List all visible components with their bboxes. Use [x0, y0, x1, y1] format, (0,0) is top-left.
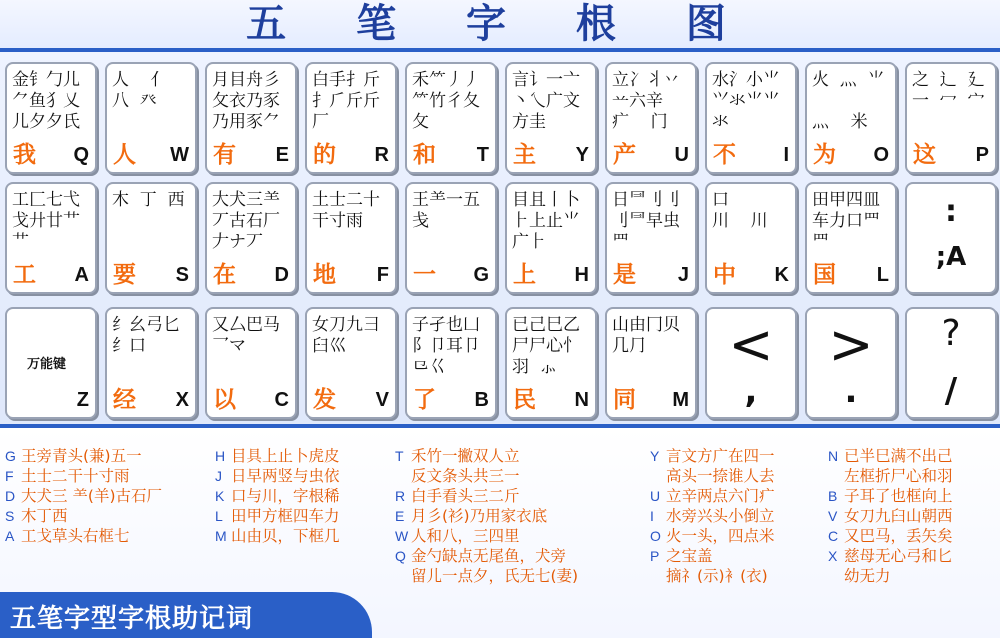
- key-high-frequency-char: 中: [713, 262, 736, 288]
- mnemonic-text: 金勺缺点无尾鱼，犬旁: [411, 547, 567, 565]
- mnemonic-key: G: [5, 448, 16, 464]
- key-radicals: 大犬三⺷ 丆古石厂 𠂇ナ丆: [212, 190, 280, 252]
- key-0-1[interactable]: [105, 62, 197, 174]
- mnemonic-line: [215, 526, 340, 546]
- mnemonic-line: [5, 526, 162, 546]
- key-high-frequency-char: 这: [913, 142, 936, 168]
- mnemonic-text: 左框折尸心和羽: [844, 467, 953, 485]
- key-1-7[interactable]: [705, 182, 797, 294]
- mnemonic-key: M: [215, 528, 227, 544]
- mnemonic-line: [828, 506, 953, 526]
- key-radicals: 山由冂贝 几⺆: [612, 315, 680, 356]
- key-letter: V: [375, 389, 389, 411]
- semicolon-top: :: [945, 194, 957, 229]
- mnemonic-line: [5, 446, 162, 466]
- mnemonic-key: W: [395, 528, 409, 544]
- mnemonic-key: N: [828, 448, 839, 464]
- key-high-frequency-char: 了: [413, 387, 436, 413]
- mnemonic-text: 子耳了也框向上: [844, 487, 953, 505]
- key-letter: U: [674, 144, 689, 166]
- mnemonic-line: [828, 566, 953, 586]
- mnemonic-line: [650, 486, 775, 506]
- slash-symbol: /: [944, 371, 958, 411]
- mnemonic-column: [5, 446, 162, 546]
- mnemonic-column: [215, 446, 340, 546]
- mnemonic-key: B: [828, 488, 838, 504]
- key-letter: C: [274, 389, 289, 411]
- key-radicals: 木 丁 西: [112, 190, 185, 210]
- key-1-4[interactable]: [405, 182, 497, 294]
- mnemonic-text: 白手看头三二斤: [411, 487, 520, 505]
- mnemonic-text: 水旁兴头小倒立: [666, 507, 775, 525]
- key-2-2[interactable]: [205, 307, 297, 419]
- mnemonic-text: 禾竹一撇双人立: [411, 447, 520, 465]
- period-shift-symbol: >: [828, 313, 874, 376]
- key-letter: N: [574, 389, 589, 411]
- key-high-frequency-char: 地: [313, 262, 336, 288]
- mnemonic-line: [828, 546, 953, 566]
- slash-shift-symbol: ?: [941, 313, 961, 354]
- key-radicals: 之 辶 廴 一 冖 宀: [912, 70, 985, 111]
- key-radicals: 白手⺘斤 扌⺁斤斤 厂: [312, 70, 380, 132]
- mnemonic-text: 摘礻(示)衤(衣): [666, 567, 768, 585]
- key-high-frequency-char: 同: [613, 387, 636, 413]
- mnemonic-key: V: [828, 508, 838, 524]
- mnemonic-line: [828, 486, 953, 506]
- key-0-8[interactable]: [805, 62, 897, 174]
- key-0-4[interactable]: [405, 62, 497, 174]
- key-letter: G: [473, 264, 489, 286]
- key-high-frequency-char: 产: [613, 142, 636, 168]
- key-0-5[interactable]: [505, 62, 597, 174]
- key-letter: T: [476, 144, 489, 166]
- mnemonic-text: 言文方广在四一: [666, 447, 775, 465]
- key-high-frequency-char: 国: [813, 262, 836, 288]
- mnemonic-text: 工戈草头右框七: [21, 527, 130, 545]
- mnemonic-text: 之宝盖: [666, 547, 713, 565]
- mnemonic-line: [395, 566, 578, 586]
- key-radicals: 工匚七弋 戈廾廿艹 艹: [12, 190, 80, 252]
- key-radicals: 又厶巴马 ⺂マ: [212, 315, 280, 356]
- mnemonic-line: [650, 506, 775, 526]
- mnemonic-line: [215, 446, 340, 466]
- key-radicals: 口 川 川: [712, 190, 768, 231]
- mnemonic-text: 火一头，四点米: [666, 527, 775, 545]
- semicolon-bottom: ;A: [935, 242, 967, 272]
- key-high-frequency-char: 在: [213, 262, 236, 288]
- mnemonic-line: [395, 466, 578, 486]
- key-radicals: 金钅勹儿 ⺈鱼犭乂 儿夕夕氏: [12, 70, 80, 132]
- mnemonic-line: [395, 506, 578, 526]
- mnemonic-line: [215, 466, 340, 486]
- mnemonic-text: 土士二干十寸雨: [21, 467, 130, 485]
- mnemonic-key: S: [5, 508, 15, 524]
- mnemonic-text: 月彡(衫)乃用家衣底: [411, 507, 548, 525]
- key-letter: H: [574, 264, 589, 286]
- mnemonic-line: [395, 446, 578, 466]
- key-letter: X: [175, 389, 189, 411]
- key-high-frequency-char: 有: [213, 142, 236, 168]
- period-symbol: .: [844, 371, 858, 411]
- key-high-frequency-char: 人: [113, 142, 136, 168]
- mnemonic-column: [395, 446, 578, 586]
- key-letter: M: [672, 389, 689, 411]
- key-letter: I: [783, 144, 789, 166]
- key-letter: J: [677, 264, 689, 286]
- key-letter: P: [975, 144, 989, 166]
- mnemonic-key: T: [395, 448, 404, 464]
- key-2-1[interactable]: [105, 307, 197, 419]
- mnemonic-key: Y: [650, 448, 660, 464]
- mnemonic-line: [650, 566, 775, 586]
- mnemonic-line: [828, 446, 953, 466]
- comma-shift-symbol: <: [728, 313, 774, 376]
- mnemonic-line: [650, 526, 775, 546]
- mnemonic-text: 人和八，三四里: [411, 527, 520, 545]
- key-radicals: 王⺷一五 戋: [412, 190, 480, 231]
- key-radicals: 水氵小⺌ ⺍氺⺌⺌ 氺: [712, 70, 780, 132]
- mnemonic-key: J: [215, 468, 222, 484]
- key-letter: R: [374, 144, 389, 166]
- key-radicals: 纟幺弓匕 纟口: [112, 315, 180, 356]
- mnemonic-text: 立辛两点六门疒: [666, 487, 775, 505]
- key-high-frequency-char: 以: [213, 387, 236, 413]
- mnemonic-text: 王旁青头(兼)五一: [21, 447, 142, 465]
- key-radicals: 女刀九彐 臼巛: [312, 315, 380, 356]
- mnemonic-key: L: [215, 508, 223, 524]
- key-1-8[interactable]: [805, 182, 897, 294]
- keyboard-board: [0, 52, 1000, 424]
- footer-band: [0, 592, 372, 638]
- mnemonic-key: O: [650, 528, 661, 544]
- key-radicals: 言讠一亠 丶乀广文 方圭: [512, 70, 580, 132]
- key-radicals: 火 灬 ⺌ 灬 米: [812, 70, 885, 132]
- mnemonic-text: 木丁西: [21, 507, 68, 525]
- key-letter: K: [774, 264, 789, 286]
- key-2-8[interactable]: [805, 307, 897, 419]
- mnemonic-key: F: [5, 468, 14, 484]
- universal-key-label: 万能键: [27, 357, 67, 372]
- mnemonic-line: [650, 546, 775, 566]
- key-1-3[interactable]: [305, 182, 397, 294]
- mnemonic-line: [215, 506, 340, 526]
- key-0-0[interactable]: [5, 62, 97, 174]
- key-radicals: 已己巳乙 尸尸心忄 羽 ⺗: [512, 315, 580, 377]
- key-radicals: 人 亻 八 癶: [112, 70, 168, 111]
- key-high-frequency-char: 要: [113, 262, 136, 288]
- key-radicals: 子孑也凵 阝卩耳卩 ⺋巜: [412, 315, 480, 377]
- key-2-6[interactable]: [605, 307, 697, 419]
- key-0-7[interactable]: [705, 62, 797, 174]
- key-2-9[interactable]: [905, 307, 997, 419]
- key-radicals: 立冫丬丷 䒑六辛 疒 门: [612, 70, 680, 132]
- mnemonic-line: [395, 546, 578, 566]
- mnemonic-line: [828, 466, 953, 486]
- key-letter: L: [876, 264, 889, 286]
- footer-title: 五笔字型字根助记词: [10, 604, 254, 634]
- key-1-1[interactable]: [105, 182, 197, 294]
- key-letter: Z: [76, 389, 89, 411]
- mnemonic-key: P: [650, 548, 660, 564]
- key-high-frequency-char: 上: [513, 262, 536, 288]
- key-letter: Q: [73, 144, 89, 166]
- mnemonic-line: [650, 466, 775, 486]
- mnemonic-key: I: [650, 508, 654, 524]
- key-radicals: 土士二十 干寸雨: [312, 190, 380, 231]
- key-2-0[interactable]: [5, 307, 97, 419]
- key-high-frequency-char: 不: [713, 142, 736, 168]
- mnemonic-key: C: [828, 528, 839, 544]
- key-high-frequency-char: 民: [513, 387, 536, 413]
- key-2-7[interactable]: [705, 307, 797, 419]
- key-2-4[interactable]: [405, 307, 497, 419]
- key-letter: W: [170, 144, 189, 166]
- page-title: 五 笔 字 根 图: [246, 0, 754, 47]
- mnemonic-key: E: [395, 508, 405, 524]
- mnemonic-line: [395, 486, 578, 506]
- key-0-2[interactable]: [205, 62, 297, 174]
- mnemonic-text: 口与川，字根稀: [231, 487, 340, 505]
- key-letter: E: [275, 144, 289, 166]
- comma-symbol: ,: [744, 371, 758, 411]
- mnemonic-text: 幼无力: [844, 567, 891, 585]
- mnemonic-key: R: [395, 488, 406, 504]
- key-high-frequency-char: 一: [413, 262, 436, 288]
- mnemonic-text: 慈母无心弓和匕: [844, 547, 953, 565]
- key-1-5[interactable]: [505, 182, 597, 294]
- mnemonic-key: D: [5, 488, 16, 504]
- title-band: [0, 0, 1000, 48]
- mnemonic-column: [650, 446, 775, 586]
- mnemonic-key: X: [828, 548, 838, 564]
- mnemonic-text: 已半巳满不出己: [844, 447, 953, 465]
- mnemonic-text: 反文条头共三一: [411, 467, 520, 485]
- key-high-frequency-char: 是: [613, 262, 636, 288]
- key-2-5[interactable]: [505, 307, 597, 419]
- mnemonic-text: 目具上止卜虎皮: [231, 447, 340, 465]
- mnemonic-text: 大犬三 ⺷(羊)古石厂: [21, 487, 163, 505]
- mnemonic-text: 又巴马，丢矢矣: [844, 527, 953, 545]
- key-0-9[interactable]: [905, 62, 997, 174]
- key-1-2[interactable]: [205, 182, 297, 294]
- key-1-0[interactable]: [5, 182, 97, 294]
- key-letter: F: [376, 264, 389, 286]
- key-0-6[interactable]: [605, 62, 697, 174]
- key-high-frequency-char: 的: [313, 142, 336, 168]
- mnemonic-key: U: [650, 488, 661, 504]
- mnemonic-text: 女刀九臼山朝西: [844, 507, 953, 525]
- key-radicals: 目且丨卜 ⺊上止⺌ 广⺊: [512, 190, 580, 252]
- key-high-frequency-char: 工: [13, 262, 36, 288]
- mnemonic-key: K: [215, 488, 225, 504]
- key-high-frequency-char: 发: [313, 387, 336, 413]
- key-radicals: 月目舟彡 ⺙衣乃豕 乃用豕⺈: [212, 70, 280, 132]
- mnemonic-text: 高头一捺谁人去: [666, 467, 775, 485]
- key-1-6[interactable]: [605, 182, 697, 294]
- mnemonic-column: [828, 446, 953, 586]
- mnemonic-line: [5, 466, 162, 486]
- mnemonic-line: [215, 486, 340, 506]
- key-letter: O: [873, 144, 889, 166]
- key-radicals: 田甲四皿 车力口罒 罒: [812, 190, 880, 252]
- mnemonic-text: 田甲方框四车力: [231, 507, 340, 525]
- key-letter: B: [474, 389, 489, 411]
- mnemonic-text: 日早两竖与虫依: [231, 467, 340, 485]
- key-letter: S: [175, 264, 189, 286]
- mnemonic-text: 山由贝，下框几: [231, 527, 340, 545]
- mnemonic-line: [5, 486, 162, 506]
- mnemonic-key: A: [5, 528, 15, 544]
- mnemonic-key: Q: [395, 548, 406, 564]
- key-high-frequency-char: 和: [413, 142, 436, 168]
- mnemonic-line: [828, 526, 953, 546]
- key-high-frequency-char: 经: [113, 387, 136, 413]
- mnemonic-line: [5, 506, 162, 526]
- key-0-3[interactable]: [305, 62, 397, 174]
- key-high-frequency-char: 主: [513, 142, 536, 168]
- key-2-3[interactable]: [305, 307, 397, 419]
- key-high-frequency-char: 为: [813, 142, 836, 168]
- mnemonic-key: H: [215, 448, 226, 464]
- key-letter: Y: [575, 144, 589, 166]
- mnemonic-line: [395, 526, 578, 546]
- mnemonic-line: [650, 446, 775, 466]
- key-radicals: 日⺜刂刂 刂⺜早虫 罒: [612, 190, 680, 252]
- key-high-frequency-char: 我: [13, 142, 36, 168]
- mnemonic-text: 留儿一点夕，氏无七(妻): [411, 567, 579, 585]
- key-letter: A: [74, 264, 89, 286]
- key-radicals: 禾⺮丿丿 ⺮竹彳夂 攵: [412, 70, 480, 132]
- key-letter: D: [274, 264, 289, 286]
- key-1-9[interactable]: [905, 182, 997, 294]
